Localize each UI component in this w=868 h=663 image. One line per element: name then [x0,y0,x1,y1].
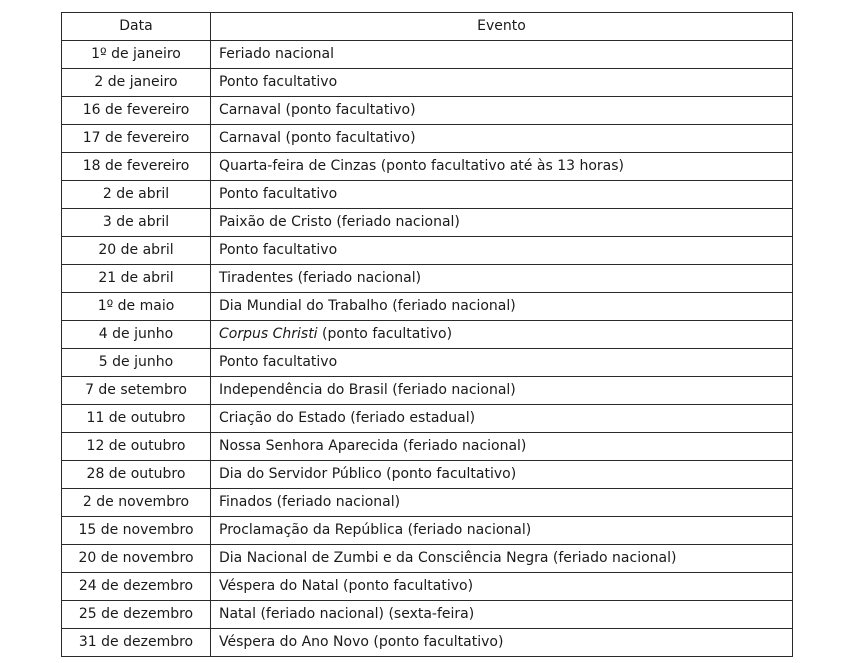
event-cell: Ponto facultativo [211,237,793,265]
table-row [62,545,793,573]
date-cell: 7 de setembro [62,377,211,405]
event-cell: Criação do Estado (feriado estadual) [211,405,793,433]
table-row [62,265,793,293]
event-text: (ponto facultativo) [317,326,453,342]
table-row [62,97,793,125]
date-cell: 2 de janeiro [62,69,211,97]
date-cell: 2 de abril [62,181,211,209]
event-cell: Ponto facultativo [211,181,793,209]
event-cell: Nossa Senhora Aparecida (feriado nacional) [211,433,793,461]
table-row [62,153,793,181]
date-cell: 1º de maio [62,293,211,321]
table-header-row [62,13,793,41]
date-cell: 15 de novembro [62,517,211,545]
event-cell: Véspera do Ano Novo (ponto facultativo) [211,629,793,657]
table-row [62,209,793,237]
date-cell: 20 de abril [62,237,211,265]
event-cell: Natal (feriado nacional) (sexta-feira) [211,601,793,629]
event-cell: Carnaval (ponto facultativo) [211,125,793,153]
date-cell: 25 de dezembro [62,601,211,629]
table-row [62,461,793,489]
date-cell: 31 de dezembro [62,629,211,657]
table-row [62,517,793,545]
date-cell: 20 de novembro [62,545,211,573]
table-row [62,237,793,265]
event-cell: Véspera do Natal (ponto facultativo) [211,573,793,601]
date-cell: 28 de outubro [62,461,211,489]
table-row [62,433,793,461]
table-row [62,405,793,433]
event-cell: Dia Mundial do Trabalho (feriado nacional) [211,293,793,321]
date-cell: 21 de abril [62,265,211,293]
table-row [62,321,793,349]
table-row [62,573,793,601]
header-event: Evento [211,13,793,41]
date-cell: 18 de fevereiro [62,153,211,181]
event-cell: Paixão de Cristo (feriado nacional) [211,209,793,237]
event-cell: Feriado nacional [211,41,793,69]
event-cell: Carnaval (ponto facultativo) [211,97,793,125]
event-cell: Independência do Brasil (feriado nacional) [211,377,793,405]
event-cell: Dia do Servidor Público (ponto facultativo) [211,461,793,489]
table-row [62,181,793,209]
event-italic-text: Corpus Christi [219,326,318,342]
table-row [62,377,793,405]
table-row [62,629,793,657]
event-cell: Dia Nacional de Zumbi e da Consciência Negra (feriado nacional) [211,545,793,573]
table-row [62,349,793,377]
table-row [62,489,793,517]
table-row [62,69,793,97]
event-cell: Quarta-feira de Cinzas (ponto facultativo até às 13 horas) [211,153,793,181]
table-body [62,41,793,657]
table-row [62,125,793,153]
date-cell: 5 de junho [62,349,211,377]
table-row [62,293,793,321]
event-cell [211,321,793,349]
header-date: Data [62,13,211,41]
event-cell: Finados (feriado nacional) [211,489,793,517]
date-cell: 3 de abril [62,209,211,237]
date-cell: 11 de outubro [62,405,211,433]
event-cell: Ponto facultativo [211,349,793,377]
date-cell: 24 de dezembro [62,573,211,601]
event-cell: Proclamação da República (feriado nacional) [211,517,793,545]
table-row [62,41,793,69]
holiday-table [61,12,793,657]
date-cell: 1º de janeiro [62,41,211,69]
table-row [62,601,793,629]
date-cell: 12 de outubro [62,433,211,461]
event-cell: Tiradentes (feriado nacional) [211,265,793,293]
date-cell: 4 de junho [62,321,211,349]
date-cell: 16 de fevereiro [62,97,211,125]
event-cell: Ponto facultativo [211,69,793,97]
date-cell: 2 de novembro [62,489,211,517]
date-cell: 17 de fevereiro [62,125,211,153]
